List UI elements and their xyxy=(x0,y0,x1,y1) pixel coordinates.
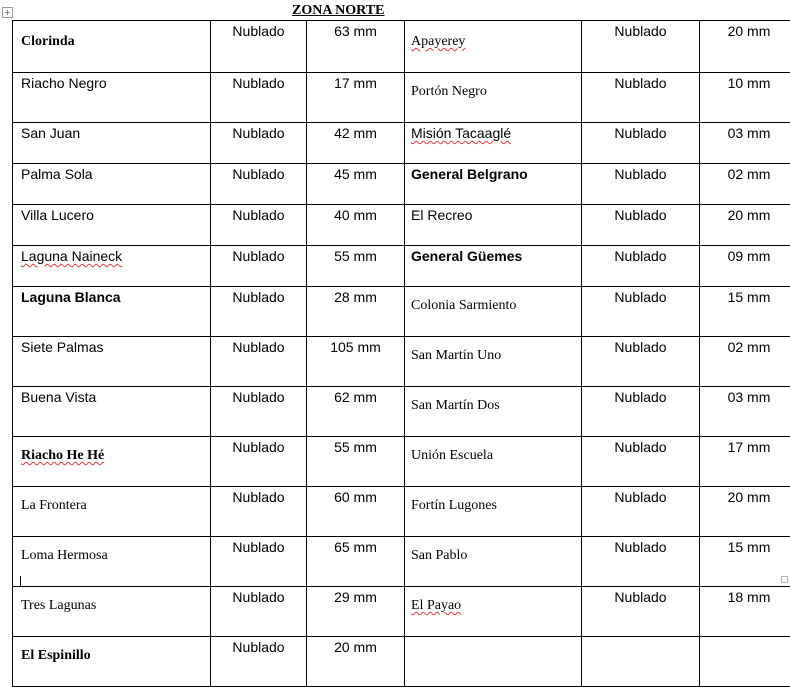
rainfall-cell[interactable]: 28 mm xyxy=(307,287,405,337)
condition-cell[interactable]: Nublado xyxy=(582,246,700,287)
locality-label: Riacho He Hé xyxy=(21,448,104,463)
condition-cell[interactable]: Nublado xyxy=(211,205,307,246)
locality-label: Laguna Naineck xyxy=(21,248,122,264)
rainfall-cell[interactable]: 29 mm xyxy=(307,587,405,637)
condition-cell[interactable]: Nublado xyxy=(211,123,307,164)
table-row xyxy=(13,537,790,587)
condition-cell[interactable]: Nublado xyxy=(211,637,307,687)
condition-cell[interactable]: Nublado xyxy=(211,21,307,73)
condition-cell[interactable]: Nublado xyxy=(211,587,307,637)
condition-cell[interactable]: Nublado xyxy=(582,337,700,387)
locality-cell[interactable]: La Frontera xyxy=(13,487,211,537)
condition-cell[interactable]: Nublado xyxy=(582,73,700,123)
table-row xyxy=(13,123,790,164)
rainfall-cell[interactable] xyxy=(700,637,790,687)
table-row xyxy=(13,205,790,246)
condition-cell[interactable]: Nublado xyxy=(211,487,307,537)
rainfall-cell[interactable]: 09 mm xyxy=(700,246,790,287)
rainfall-cell[interactable]: 40 mm xyxy=(307,205,405,246)
condition-cell[interactable]: Nublado xyxy=(211,73,307,123)
rainfall-cell[interactable]: 55 mm xyxy=(307,437,405,487)
table-row xyxy=(13,337,790,387)
condition-cell[interactable]: Nublado xyxy=(582,487,700,537)
locality-cell[interactable]: Riacho Negro xyxy=(13,73,211,123)
table-row xyxy=(13,587,790,637)
rainfall-cell[interactable]: 63 mm xyxy=(307,21,405,73)
rainfall-cell[interactable]: 17 mm xyxy=(307,73,405,123)
rainfall-cell[interactable]: 55 mm xyxy=(307,246,405,287)
locality-cell[interactable]: Colonia Sarmiento xyxy=(405,287,582,337)
rainfall-cell[interactable]: 45 mm xyxy=(307,164,405,205)
locality-cell[interactable]: Palma Sola xyxy=(13,164,211,205)
rainfall-cell[interactable]: 20 mm xyxy=(700,205,790,246)
table-row xyxy=(13,246,790,287)
table-row xyxy=(13,437,790,487)
locality-cell[interactable]: El Recreo xyxy=(405,205,582,246)
table-row xyxy=(13,164,790,205)
locality-cell[interactable]: Buena Vista xyxy=(13,387,211,437)
condition-cell[interactable]: Nublado xyxy=(582,123,700,164)
locality-cell[interactable]: San Pablo xyxy=(405,537,582,587)
locality-cell[interactable]: Siete Palmas xyxy=(13,337,211,387)
condition-cell[interactable]: Nublado xyxy=(211,246,307,287)
rainfall-cell[interactable]: 62 mm xyxy=(307,387,405,437)
rainfall-cell[interactable]: 65 mm xyxy=(307,537,405,587)
rainfall-cell[interactable]: 03 mm xyxy=(700,123,790,164)
table-row xyxy=(13,487,790,537)
locality-cell[interactable]: El Espinillo xyxy=(13,637,211,687)
locality-cell[interactable]: San Juan xyxy=(13,123,211,164)
rainfall-cell[interactable]: 17 mm xyxy=(700,437,790,487)
locality-cell[interactable]: San Martín Dos xyxy=(405,387,582,437)
condition-cell[interactable]: Nublado xyxy=(211,164,307,205)
locality-cell[interactable]: Villa Lucero xyxy=(13,205,211,246)
table-row xyxy=(13,73,790,123)
condition-cell[interactable]: Nublado xyxy=(582,587,700,637)
rainfall-cell[interactable]: 60 mm xyxy=(307,487,405,537)
rainfall-cell[interactable]: 20 mm xyxy=(307,637,405,687)
locality-cell[interactable] xyxy=(405,123,582,164)
locality-cell[interactable]: Fortín Lugones xyxy=(405,487,582,537)
condition-cell[interactable]: Nublado xyxy=(582,437,700,487)
condition-cell[interactable]: Nublado xyxy=(582,164,700,205)
locality-cell[interactable] xyxy=(13,246,211,287)
locality-cell[interactable] xyxy=(405,587,582,637)
condition-cell[interactable]: Nublado xyxy=(582,287,700,337)
rainfall-cell[interactable]: 20 mm xyxy=(700,21,790,73)
condition-cell[interactable] xyxy=(582,637,700,687)
rainfall-cell[interactable]: 105 mm xyxy=(307,337,405,387)
locality-cell[interactable]: Laguna Blanca xyxy=(13,287,211,337)
locality-cell[interactable]: Loma Hermosa xyxy=(13,537,211,587)
locality-label: Apayerey xyxy=(411,34,465,49)
page-title: ZONA NORTE xyxy=(292,3,384,19)
condition-cell[interactable]: Nublado xyxy=(211,537,307,587)
table-row xyxy=(13,21,790,73)
condition-cell[interactable]: Nublado xyxy=(582,387,700,437)
locality-cell[interactable]: Clorinda xyxy=(13,21,211,73)
rainfall-cell[interactable]: 42 mm xyxy=(307,123,405,164)
table-resize-handle-icon[interactable] xyxy=(781,576,788,583)
locality-label: El Payao xyxy=(411,598,461,613)
locality-cell[interactable]: Tres Lagunas xyxy=(13,587,211,637)
condition-cell[interactable]: Nublado xyxy=(211,287,307,337)
locality-cell[interactable]: General Güemes xyxy=(405,246,582,287)
locality-cell[interactable]: General Belgrano xyxy=(405,164,582,205)
rainfall-cell[interactable]: 02 mm xyxy=(700,164,790,205)
locality-cell[interactable] xyxy=(405,21,582,73)
table-move-handle-icon[interactable]: + xyxy=(2,7,13,18)
rainfall-cell[interactable]: 15 mm xyxy=(700,537,790,587)
rainfall-cell[interactable]: 15 mm xyxy=(700,287,790,337)
condition-cell[interactable]: Nublado xyxy=(211,387,307,437)
condition-cell[interactable]: Nublado xyxy=(211,337,307,387)
rainfall-cell[interactable]: 02 mm xyxy=(700,337,790,387)
condition-cell[interactable]: Nublado xyxy=(211,437,307,487)
rainfall-cell[interactable]: 10 mm xyxy=(700,73,790,123)
locality-cell[interactable] xyxy=(405,637,582,687)
locality-cell[interactable]: Portón Negro xyxy=(405,73,582,123)
locality-cell[interactable] xyxy=(13,437,211,487)
locality-cell[interactable]: San Martín Uno xyxy=(405,337,582,387)
locality-label: Misión Tacaaglé xyxy=(411,125,511,141)
rainfall-cell[interactable]: 18 mm xyxy=(700,587,790,637)
condition-cell[interactable]: Nublado xyxy=(582,21,700,73)
table-row xyxy=(13,287,790,337)
condition-cell[interactable]: Nublado xyxy=(582,537,700,587)
text-cursor xyxy=(20,576,21,587)
condition-cell[interactable]: Nublado xyxy=(582,205,700,246)
rainfall-cell[interactable]: 20 mm xyxy=(700,487,790,537)
rainfall-cell[interactable]: 03 mm xyxy=(700,387,790,437)
table-row xyxy=(13,637,790,687)
table-row xyxy=(13,387,790,437)
locality-cell[interactable]: Unión Escuela xyxy=(405,437,582,487)
